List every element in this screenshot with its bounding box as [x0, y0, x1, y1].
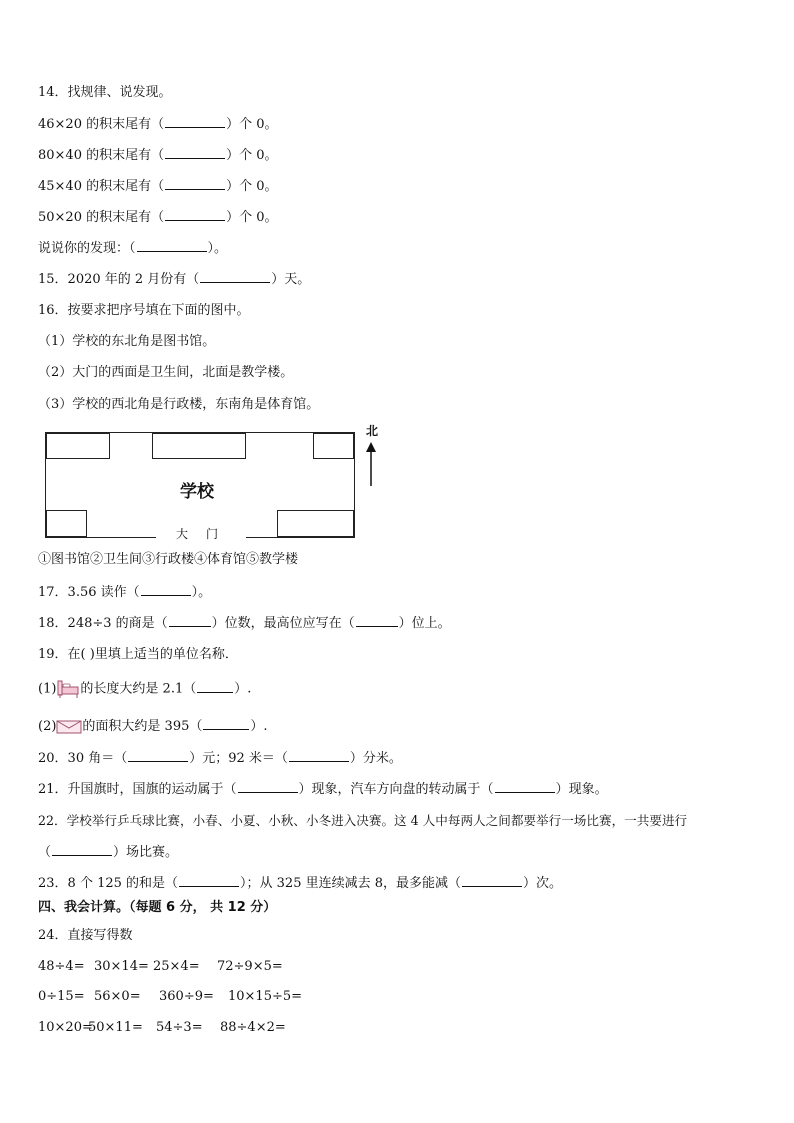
q22-line-2-text: （ [38, 845, 52, 860]
q23 [38, 874, 562, 893]
map-box-north[interactable] [152, 433, 246, 459]
north-arrow-icon [362, 422, 382, 490]
q24-r1-c4: 72÷9×5= [217, 959, 283, 974]
gate-label: 大门 [156, 525, 246, 541]
north-label: 北 [366, 424, 379, 438]
q24-r3-c2: 50×11= [88, 1020, 143, 1035]
q19-item-1-blank[interactable] [197, 680, 233, 693]
q19-item-1-number: (1) [38, 681, 57, 697]
q14-row-4-blank[interactable] [165, 208, 225, 221]
q23-blank-2[interactable] [462, 874, 522, 887]
q14-row-2-text: 80×40 的积末尾有（ [38, 148, 165, 163]
school-map [45, 432, 355, 541]
q24-r3-c4: 88÷4×2= [220, 1020, 286, 1035]
q20 [38, 749, 402, 768]
q14-row-2-blank[interactable] [165, 146, 225, 159]
q20-text: 20．30 角＝（ [38, 751, 128, 766]
q17-blank[interactable] [141, 583, 191, 596]
q16-options: ①图书馆②卫生间③行政楼④体育馆⑤教学楼 [38, 552, 299, 567]
q14-row-3-text: 45×40 的积末尾有（ [38, 179, 165, 194]
q18-blank-1[interactable] [169, 614, 211, 627]
map-box-southeast[interactable] [277, 510, 354, 537]
q14-row-4-text: 50×20 的积末尾有（ [38, 210, 165, 225]
q16-item-3: （3）学校的西北角是行政楼，东南角是体育馆。 [38, 397, 320, 412]
q22-line-2 [38, 843, 178, 862]
q17-text: 17．3.56 读作（ [38, 585, 140, 600]
q19-item-2-text: 的面积大约是 395（ [82, 719, 203, 734]
q22-line-1: 22．学校举行乒乓球比赛，小春、小夏、小秋、小冬进入决赛。这 4 人中每两人之间都要举行一场比赛，一共要进行 [38, 813, 688, 828]
q21-blank-1[interactable] [238, 780, 298, 793]
map-box-northeast[interactable] [313, 433, 354, 459]
q14-row-1-blank[interactable] [165, 115, 225, 128]
envelope-icon [56, 719, 82, 735]
q14-finding-text: 说说你的发现：（ [38, 241, 136, 256]
q14-finding-suffix: ）。 [207, 241, 228, 256]
q14-row-3-suffix: ）个 0。 [226, 179, 278, 194]
q14-row-2-suffix: ）个 0。 [226, 148, 278, 163]
q19-item-2 [38, 717, 268, 736]
q20-blank-1[interactable] [128, 749, 188, 762]
q14-finding [38, 239, 227, 258]
q14-row-1-suffix: ）个 0。 [226, 117, 278, 132]
q14-row-4-suffix: ）个 0。 [226, 210, 278, 225]
q22-suffix: ）场比赛。 [113, 845, 179, 860]
q20-blank-2[interactable] [289, 749, 349, 762]
q14-title: 14．找规律、说发现。 [38, 85, 172, 100]
q19-item-2-suffix: ）. [250, 719, 268, 734]
q16-title: 16．按要求把序号填在下面的图中。 [38, 303, 250, 318]
q16-item-2: （2）大门的西面是卫生间，北面是教学楼。 [38, 365, 294, 380]
q18-text: 18．248÷3 的商是（ [38, 616, 168, 631]
q23-blank-1[interactable] [179, 874, 239, 887]
q24-r2-c3: 360÷9= [159, 989, 214, 1004]
q21-text: 21．升国旗时，国旗的运动属于（ [38, 782, 237, 797]
q17 [38, 583, 211, 602]
q21-blank-2[interactable] [495, 780, 555, 793]
q14-row-2 [38, 146, 278, 165]
map-box-southwest[interactable] [46, 510, 87, 537]
q14-row-1 [38, 115, 278, 134]
q24-r1-c1: 48÷4= [38, 959, 85, 974]
q14-row-1-text: 46×20 的积末尾有（ [38, 117, 165, 132]
q15-suffix: ）天。 [271, 272, 311, 287]
q17-suffix: ）。 [191, 585, 212, 600]
map-box-northwest[interactable] [46, 433, 110, 459]
q14-row-4 [38, 208, 278, 227]
q21-suffix: ）现象。 [555, 782, 608, 797]
north-indicator [362, 422, 382, 490]
q24-r1-c2: 30×14= [94, 959, 149, 974]
q18-middle: ）位数，最高位应写在（ [211, 616, 355, 631]
q24-r3-c3: 54÷3= [156, 1020, 203, 1035]
q23-middle: ）；从 325 里连续减去 8，最多能减（ [240, 876, 462, 891]
q19-item-2-number: (2) [38, 719, 57, 734]
q18-suffix: ）位上。 [398, 616, 451, 631]
q24-r3-c1: 10×20= [38, 1020, 93, 1035]
bed-icon [56, 679, 80, 699]
q19-item-1-suffix: ）. [234, 681, 252, 697]
q21-middle: ）现象，汽车方向盘的转动属于（ [298, 782, 494, 797]
q19-item-1 [38, 679, 251, 699]
q21 [38, 780, 608, 799]
q22-blank[interactable] [52, 843, 112, 856]
q15 [38, 270, 310, 289]
q23-text: 23．8 个 125 的和是（ [38, 876, 179, 891]
q20-suffix: ）分米。 [349, 751, 402, 766]
q24-title: 24．直接写得数 [38, 928, 133, 943]
q18-blank-2[interactable] [356, 614, 398, 627]
q14-row-3-blank[interactable] [165, 177, 225, 190]
q14-row-3 [38, 177, 278, 196]
q19-item-1-text: 的长度大约是 2.1（ [80, 681, 197, 697]
q24-r2-c4: 10×15÷5= [228, 989, 303, 1004]
q24-r1-c3: 25×4= [153, 959, 200, 974]
q19-title: 19．在( )里填上适当的单位名称． [38, 647, 238, 662]
school-label: 学校 [180, 482, 214, 502]
section-4-title: 四、我会计算。（每题 6 分， 共 12 分） [38, 900, 277, 915]
q14-finding-blank[interactable] [137, 239, 207, 252]
q23-suffix: ）次。 [523, 876, 563, 891]
q16-item-1: （1）学校的东北角是图书馆。 [38, 334, 216, 349]
q24-r2-c2: 56×0= [94, 989, 141, 1004]
q19-item-2-blank[interactable] [203, 717, 249, 730]
q18 [38, 614, 451, 633]
q15-text: 15．2020 年的 2 月份有（ [38, 272, 200, 287]
q24-r2-c1: 0÷15= [38, 989, 85, 1004]
q20-middle: ）元；92 米＝（ [189, 751, 288, 766]
q15-blank[interactable] [200, 270, 270, 283]
